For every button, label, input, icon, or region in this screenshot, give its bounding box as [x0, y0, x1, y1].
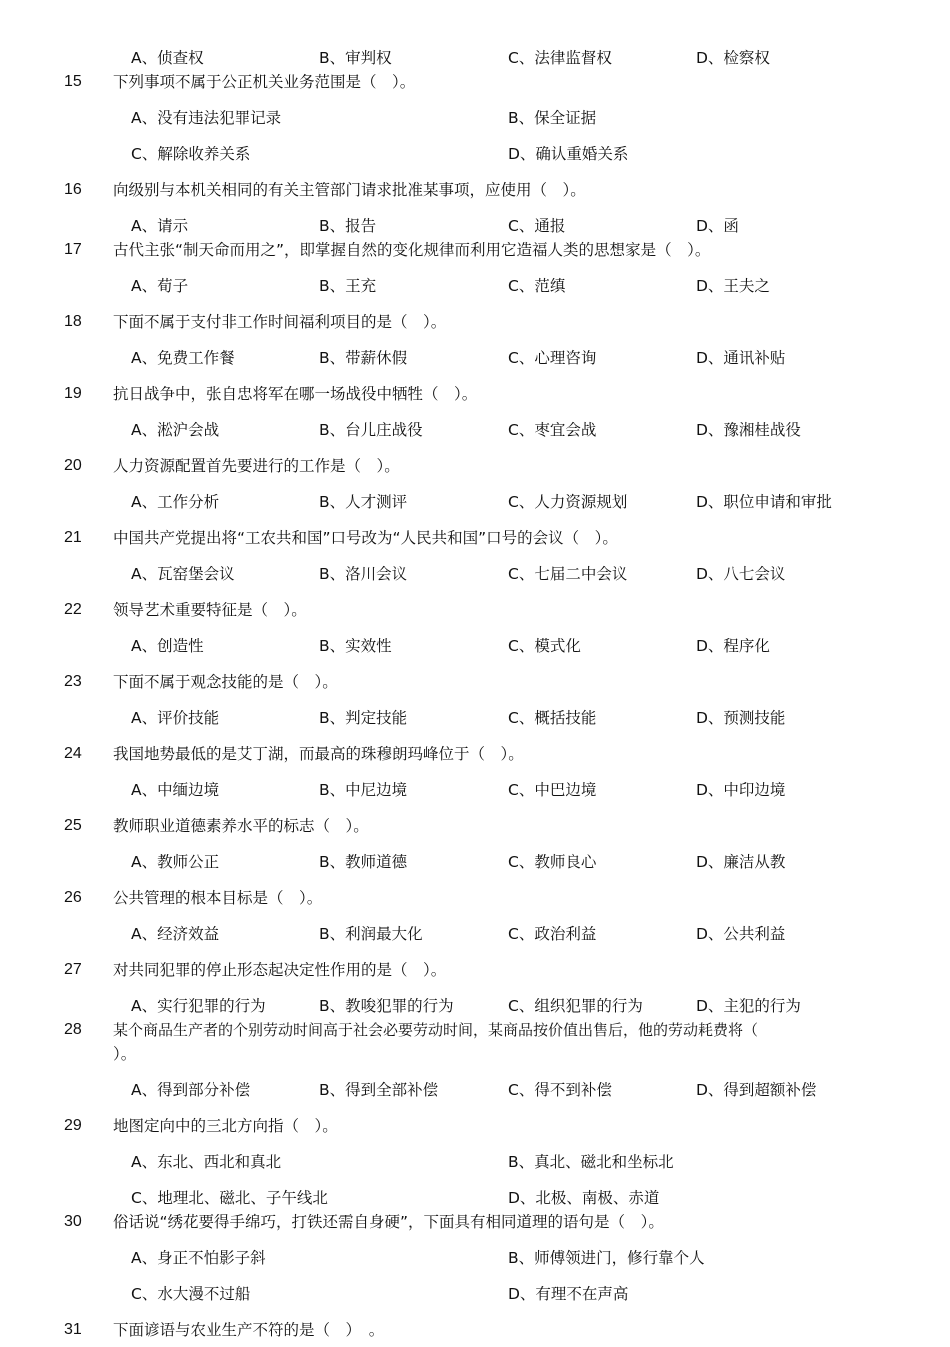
option-c: C、组织犯罪的行为	[508, 997, 643, 1015]
option-c: C、人力资源规划	[508, 493, 628, 511]
question-number: 16	[64, 181, 82, 198]
option-c: C、教师良心	[508, 853, 597, 871]
option-a: A、东北、西北和真北	[131, 1153, 282, 1171]
option-d: D、职位申请和审批	[696, 493, 832, 511]
option-c: C、七届二中会议	[508, 565, 628, 583]
question-number: 18	[64, 313, 82, 330]
option-c: C、得不到补偿	[508, 1081, 612, 1099]
question-text: 下列事项不属于公正机关业务范围是（ ）。	[113, 73, 416, 91]
question-text: 我国地势最低的是艾丁湖，而最高的珠穆朗玛峰位于（ ）。	[113, 745, 524, 763]
option-a: A、请示	[131, 217, 189, 235]
option-b: B、教唆犯罪的行为	[319, 997, 454, 1015]
option-c: C、法律监督权	[508, 49, 612, 67]
option-a: A、实行犯罪的行为	[131, 997, 266, 1015]
option-b: B、人才测评	[319, 493, 408, 511]
option-d: D、得到超额补偿	[696, 1081, 817, 1099]
option-c: C、模式化	[508, 637, 581, 655]
option-c: C、通报	[508, 217, 566, 235]
question-text-continued: ）。	[113, 1045, 137, 1063]
question-number: 21	[64, 529, 82, 546]
option-d: D、有理不在声高	[508, 1285, 629, 1303]
question-text: 对共同犯罪的停止形态起决定性作用的是（ ）。	[113, 961, 447, 979]
question-text: 领导艺术重要特征是（ ）。	[113, 601, 307, 619]
option-d: D、八七会议	[696, 565, 786, 583]
option-c: C、概括技能	[508, 709, 597, 727]
option-b: B、带薪休假	[319, 349, 408, 367]
question-number: 19	[64, 385, 82, 402]
option-c: C、地理北、磁北、子午线北	[131, 1189, 328, 1207]
question-text: 人力资源配置首先要进行的工作是（ ）。	[113, 457, 400, 475]
option-b: B、报告	[319, 217, 377, 235]
option-a: A、没有违法犯罪记录	[131, 109, 282, 127]
option-a: A、侦查权	[131, 49, 204, 67]
question-number: 29	[64, 1117, 82, 1134]
option-c: C、解除收养关系	[131, 145, 251, 163]
option-a: A、免费工作餐	[131, 349, 235, 367]
option-a: A、创造性	[131, 637, 204, 655]
question-number: 20	[64, 457, 82, 474]
option-a: A、工作分析	[131, 493, 220, 511]
question-number: 24	[64, 745, 82, 762]
question-number: 30	[64, 1213, 82, 1230]
question-text: 下面不属于观念技能的是（ ）。	[113, 673, 338, 691]
question-number: 26	[64, 889, 82, 906]
option-a: A、经济效益	[131, 925, 220, 943]
option-a: A、淞沪会战	[131, 421, 220, 439]
option-d: D、主犯的行为	[696, 997, 801, 1015]
option-c: C、政治利益	[508, 925, 597, 943]
question-text: 公共管理的根本目标是（ ）。	[113, 889, 323, 907]
option-b: B、判定技能	[319, 709, 408, 727]
question-text: 某个商品生产者的个别劳动时间高于社会必要劳动时间，某商品按价值出售后，他的劳动耗费将（	[113, 1021, 759, 1039]
option-a: A、中缅边境	[131, 781, 220, 799]
option-a: A、荀子	[131, 277, 189, 295]
option-a: A、评价技能	[131, 709, 220, 727]
option-d: D、中印边境	[696, 781, 786, 799]
option-d: D、确认重婚关系	[508, 145, 629, 163]
question-text: 下面谚语与农业生产不符的是（ ） 。	[113, 1321, 385, 1339]
question-text: 古代主张“制天命而用之”，即掌握自然的变化规律而利用它造福人类的思想家是（ ）。	[113, 241, 711, 259]
question-text: 地图定向中的三北方向指（ ）。	[113, 1117, 338, 1135]
option-b: B、洛川会议	[319, 565, 408, 583]
option-b: B、教师道德	[319, 853, 408, 871]
option-b: B、保全证据	[508, 109, 597, 127]
question-number: 15	[64, 73, 82, 90]
option-b: B、实效性	[319, 637, 392, 655]
option-a: A、得到部分补偿	[131, 1081, 251, 1099]
option-d: D、通讯补贴	[696, 349, 786, 367]
question-number: 27	[64, 961, 82, 978]
option-d: D、程序化	[696, 637, 770, 655]
question-number: 31	[64, 1321, 82, 1338]
option-b: B、真北、磁北和坐标北	[508, 1153, 674, 1171]
option-b: B、审判权	[319, 49, 392, 67]
option-c: C、心理咨询	[508, 349, 597, 367]
option-c: C、中巴边境	[508, 781, 597, 799]
question-text: 下面不属于支付非工作时间福利项目的是（ ）。	[113, 313, 447, 331]
question-number: 17	[64, 241, 82, 258]
option-a: A、身正不怕影子斜	[131, 1249, 266, 1267]
option-d: D、王夫之	[696, 277, 770, 295]
question-text: 教师职业道德素养水平的标志（ ）。	[113, 817, 369, 835]
question-text: 中国共产党提出将“工农共和国”口号改为“人民共和国”口号的会议（ ）。	[113, 529, 618, 547]
question-number: 25	[64, 817, 82, 834]
option-d: D、公共利益	[696, 925, 786, 943]
question-number: 23	[64, 673, 82, 690]
option-a: A、瓦窑堡会议	[131, 565, 235, 583]
question-text: 向级别与本机关相同的有关主管部门请求批准某事项，应使用（ ）。	[113, 181, 586, 199]
option-c: C、范缜	[508, 277, 566, 295]
option-d: D、豫湘桂战役	[696, 421, 801, 439]
option-b: B、利润最大化	[319, 925, 423, 943]
option-b: B、王充	[319, 277, 377, 295]
option-b: B、台儿庄战役	[319, 421, 423, 439]
option-c: C、水大漫不过船	[131, 1285, 251, 1303]
option-b: B、中尼边境	[319, 781, 408, 799]
option-b: B、得到全部补偿	[319, 1081, 439, 1099]
question-text: 抗日战争中，张自忠将军在哪一场战役中牺牲（ ）。	[113, 385, 478, 403]
option-b: B、师傅领进门，修行靠个人	[508, 1249, 705, 1267]
option-d: D、预测技能	[696, 709, 786, 727]
question-number: 22	[64, 601, 82, 618]
option-a: A、教师公正	[131, 853, 220, 871]
option-d: D、函	[696, 217, 739, 235]
option-d: D、北极、南极、赤道	[508, 1189, 660, 1207]
option-c: C、枣宜会战	[508, 421, 597, 439]
option-d: D、检察权	[696, 49, 770, 67]
option-d: D、廉洁从教	[696, 853, 786, 871]
question-number: 28	[64, 1021, 82, 1038]
question-text: 俗话说“绣花要得手绵巧，打铁还需自身硬”，下面具有相同道理的语句是（ ）。	[113, 1213, 664, 1231]
